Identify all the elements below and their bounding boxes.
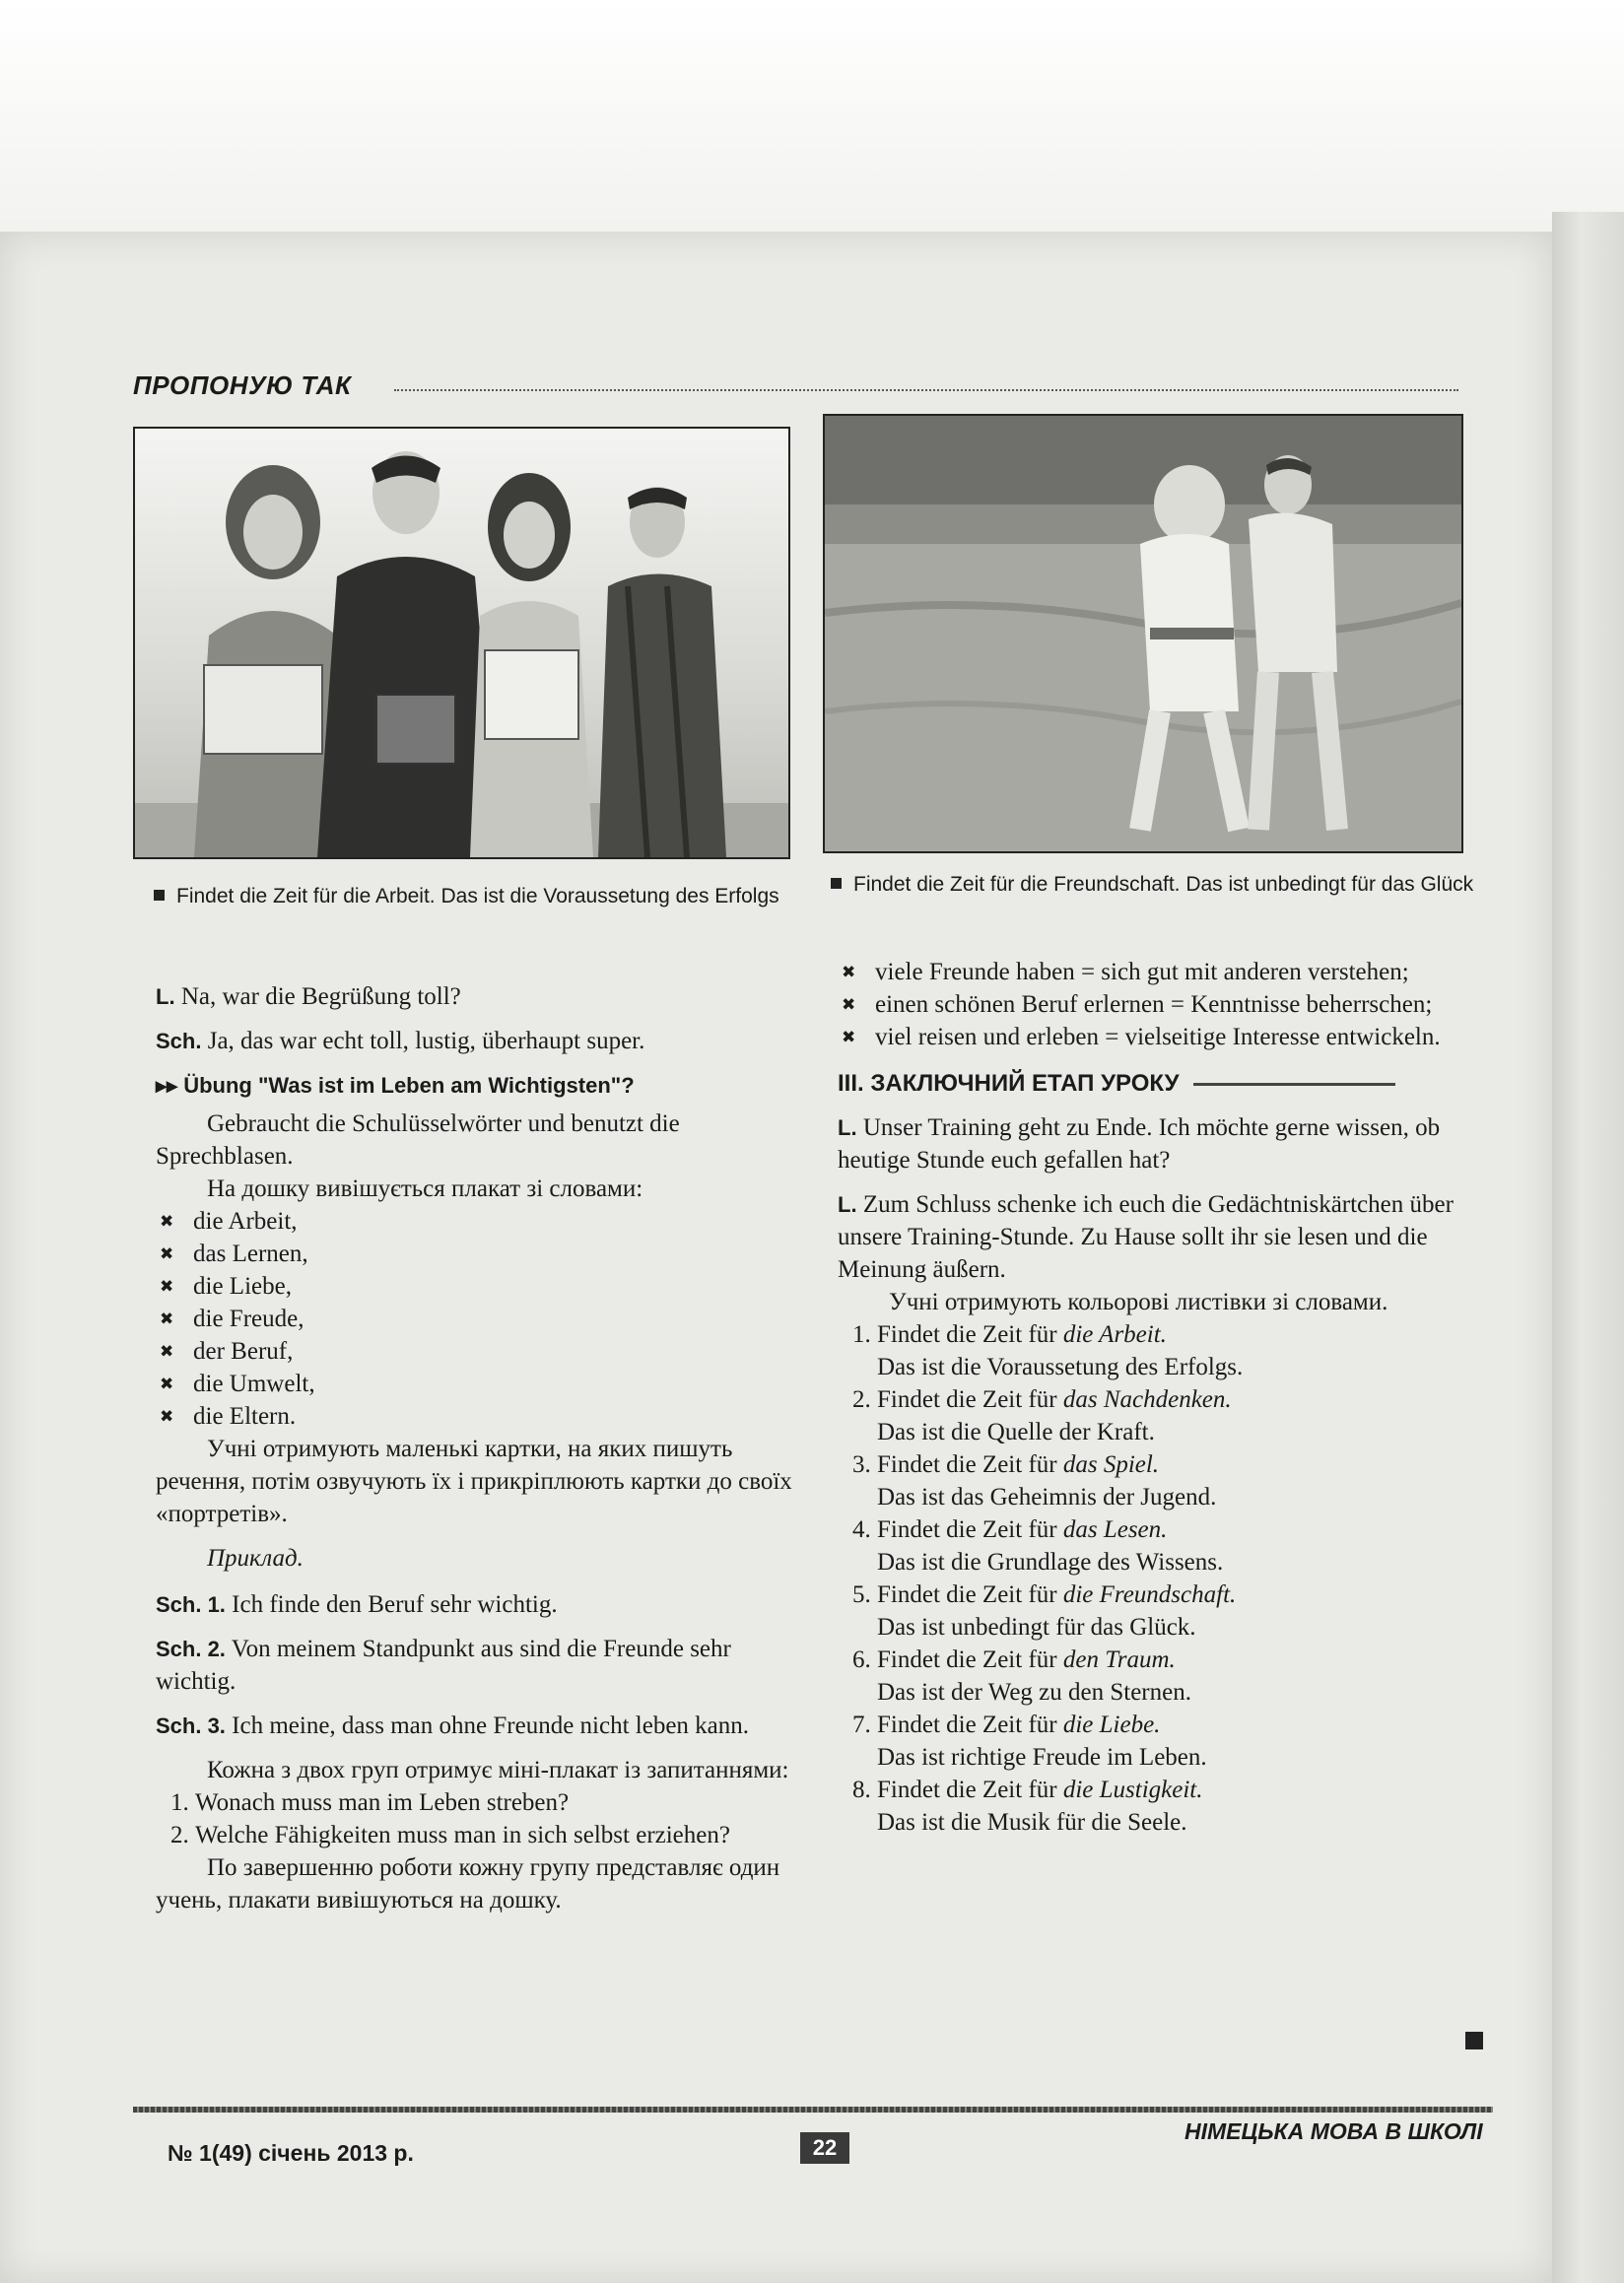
list-item [877,1513,1478,1578]
left-column [156,980,806,1916]
example-text: Ich finde den Beruf sehr wichtig. [232,1591,558,1618]
couple-photo [823,414,1463,853]
end-of-article-square [1465,2032,1483,2049]
card-line2: Das ist die Voraussetung des Erfolgs. [877,1354,1244,1380]
example-label: Приклад. [207,1545,304,1572]
instruction-text: Учні отримують маленькі картки, на яких пишуть речення, потім озвучують їх і прикріплюють картки до своїх «портретів». [156,1436,792,1527]
dialog-text: Na, war die Begrüßung toll? [180,983,461,1010]
students-photo-caption [154,885,779,908]
cards-list [838,1318,1478,1839]
list-item [877,1709,1478,1774]
couple-photo-caption [831,873,1473,897]
instruction-text: По завершенню роботи кожну групу представляє один учень, плакати вивішуються на дошку. [156,1854,780,1914]
card-prefix: Findet die Zeit für [877,1777,1057,1803]
square-bullet-icon [154,890,165,901]
dialog-text: Ja, das war echt toll, lustig, überhaupt super. [207,1028,645,1054]
example-line [156,1633,806,1698]
example-line [156,1588,806,1621]
card-prefix: Findet die Zeit für [877,1386,1057,1413]
dialog-line [156,1025,806,1057]
card-line2: Das ist richtige Freude im Leben. [877,1744,1207,1771]
instruction-text: Кожна з двох груп отримує міні-плакат із запитаннями: [207,1757,789,1783]
caption-text: Findet die Zeit für die Freundschaft. Das ist unbedingt für das Glück [853,873,1474,896]
list-item: ✖ die Eltern. [156,1400,806,1433]
card-topic: das Nachdenken. [1062,1386,1232,1413]
list-item [877,1448,1478,1513]
exercise-title: Übung "Was ist im Leben am Wichtigsten"? [183,1073,635,1098]
dialog-line [838,1188,1478,1286]
speaker-label: Sch. 2. [156,1637,226,1661]
scan-background [0,0,1624,232]
list-item [877,1318,1478,1383]
example-text: Ich meine, dass man ohne Freunde nicht leben kann. [232,1712,750,1739]
right-column [838,956,1478,1839]
card-topic: die Lustigkeit. [1062,1777,1203,1803]
keyword-list [156,1205,806,1433]
card-prefix: Findet die Zeit für [877,1516,1057,1543]
instruction-text: На дошку вивішується плакат зі словами: [207,1175,643,1202]
list-item [877,1774,1478,1839]
section-rule [1193,1083,1395,1086]
card-line2: Das ist die Grundlage des Wissens. [877,1549,1224,1576]
double-arrow-icon: ▸▸ [156,1073,178,1098]
dialog-text: Zum Schluss schenke ich euch die Gedächtniskärtchen über unsere Training-Stunde. Zu Hause sollt ihr sie lesen und die Meinung äußern. [838,1191,1454,1283]
question-list [156,1786,806,1851]
card-prefix: Findet die Zeit für [877,1581,1057,1608]
list-item: ✖ viele Freunde haben = sich gut mit anderen verstehen; [838,956,1478,988]
list-item: ✖ die Arbeit, [156,1205,806,1238]
list-item: ✖ der Beruf, [156,1335,806,1368]
list-item: ✖ einen schönen Beruf erlernen = Kenntnisse beherrschen; [838,988,1478,1021]
example-line [156,1710,806,1742]
card-prefix: Findet die Zeit für [877,1712,1057,1738]
bullet-list [838,956,1478,1053]
card-prefix: Findet die Zeit für [877,1646,1057,1673]
list-item: 1. Wonach muss man im Leben streben? [195,1786,806,1819]
card-prefix: Findet die Zeit für [877,1321,1057,1348]
card-topic: das Lesen. [1062,1516,1168,1543]
example-text: Von meinem Standpunkt aus sind die Freunde sehr wichtig. [156,1636,731,1695]
dialog-line [156,980,806,1013]
list-item [877,1383,1478,1448]
list-item: ✖ die Freude, [156,1303,806,1335]
footer-rule [133,2107,1493,2113]
list-item: ✖ das Lernen, [156,1238,806,1270]
dialog-line [838,1111,1478,1176]
caption-text: Findet die Zeit für die Arbeit. Das ist die Voraussetung des Erfolgs [176,885,779,907]
instruction-text: Учні отримують кольорові листівки зі словами. [889,1289,1388,1315]
list-item [877,1578,1478,1644]
students-photo-image [135,429,788,857]
list-item: ✖ die Umwelt, [156,1368,806,1400]
card-line2: Das ist der Weg zu den Sternen. [877,1679,1191,1706]
speaker-label: Sch. 1. [156,1592,226,1617]
page-number: 22 [800,2132,849,2164]
list-item [877,1644,1478,1709]
card-prefix: Findet die Zeit für [877,1451,1057,1478]
speaker-label: L. [838,1115,857,1140]
instruction-text: Gebraucht die Schulüsselwörter und benutzt die Sprechblasen. [156,1110,680,1170]
card-topic: die Freundschaft. [1062,1581,1237,1608]
card-topic: das Spiel. [1062,1451,1160,1478]
magazine-title: НІМЕЦЬКА МОВА В ШКОЛІ [1184,2118,1483,2144]
speaker-label: L. [838,1192,857,1217]
list-item: 2. Welche Fähigkeiten muss man in sich selbst erziehen? [195,1819,806,1851]
couple-photo-image [825,416,1461,851]
header-dotted-rule [394,389,1458,391]
list-item: ✖ viel reisen und erleben = vielseitige Interesse entwickeln. [838,1021,1478,1053]
dialog-text: Unser Training geht zu Ende. Ich möchte gerne wissen, ob heutige Stunde euch gefallen hat? [838,1114,1441,1174]
card-line2: Das ist die Quelle der Kraft. [877,1419,1155,1445]
next-page-edge [1552,212,1624,2283]
card-line2: Das ist unbedingt für das Glück. [877,1614,1196,1641]
card-line2: Das ist die Musik für die Seele. [877,1809,1187,1836]
list-item: ✖ die Liebe, [156,1270,806,1303]
section-heading [838,1067,1478,1100]
exercise-heading [156,1069,806,1102]
running-head: ПРОПОНУЮ ТАК [133,370,352,400]
speaker-label: Sch. [156,1029,202,1053]
section-title: III. ЗАКЛЮЧНИЙ ЕТАП УРОКУ [838,1070,1180,1097]
speaker-label: L. [156,984,175,1009]
card-line2: Das ist das Geheimnis der Jugend. [877,1484,1217,1511]
square-bullet-icon [831,878,842,889]
card-topic: die Liebe. [1062,1712,1161,1738]
issue-info: № 1(49) січень 2013 р. [168,2140,414,2166]
students-photo [133,427,790,859]
card-topic: den Traum. [1062,1646,1176,1673]
card-topic: die Arbeit. [1062,1321,1167,1348]
speaker-label: Sch. 3. [156,1713,226,1738]
